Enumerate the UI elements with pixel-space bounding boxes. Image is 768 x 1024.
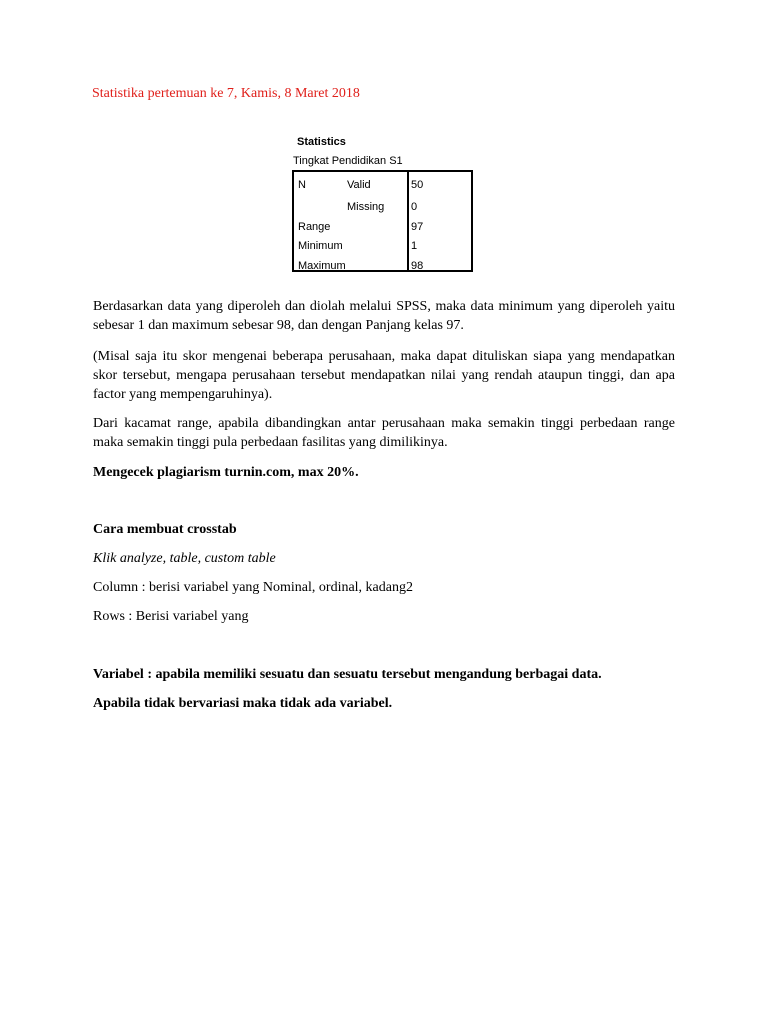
row-valid-label: Valid [347, 179, 371, 191]
statistics-table-subtitle: Tingkat Pendidikan S1 [293, 155, 403, 167]
document-heading: Statistika pertemuan ke 7, Kamis, 8 Maret 2018 [92, 86, 360, 101]
plagiarism-note: Mengecek plagiarism turnin.com, max 20%. [93, 465, 359, 480]
crosstab-step: Klik analyze, table, custom table [93, 551, 276, 566]
paragraph-range: Dari kacamat range, apabila dibandingkan antar perusahaan maka semakin tinggi perbedaan range maka semakin tinggi pula perbedaan fasilitas yang dimilikinya. [93, 416, 675, 450]
statistics-table [292, 170, 473, 272]
crosstab-heading: Cara membuat crosstab [93, 522, 237, 537]
row-valid-value: 50 [411, 179, 424, 191]
statistics-table-title: Statistics [297, 136, 346, 148]
row-minimum-label: Minimum [298, 240, 343, 252]
row-range-value: 97 [411, 221, 424, 233]
variabel-definition: Variabel : apabila memiliki sesuatu dan sesuatu tersebut mengandung berbagai data. [93, 667, 602, 682]
row-missing-label: Missing [347, 201, 385, 213]
paragraph-spss-result: Berdasarkan data yang diperoleh dan diolah melalui SPSS, maka data minimum yang diperoleh yaitu sebesar 1 dan maximum sebesar 98, dan dengan Panjang kelas 97. [93, 299, 675, 333]
table-column-divider [407, 172, 409, 270]
row-maximum-value: 98 [411, 260, 424, 272]
rows-description: Rows : Berisi variabel yang [93, 609, 249, 624]
paragraph-example: (Misal saja itu skor mengenai beberapa perusahaan, maka dapat dituliskan siapa yang mendapatkan skor tersebut, mengapa perusahaan tersebut mendapatkan nilai yang rendah ataupun tinggi, dan apa factor yang mempengaruhinya). [93, 349, 675, 402]
row-missing-value: 0 [411, 201, 418, 213]
column-description: Column : berisi variabel yang Nominal, ordinal, kadang2 [93, 580, 413, 595]
row-maximum-label: Maximum [298, 260, 346, 272]
row-minimum-value: 1 [411, 240, 418, 252]
row-n-label: N [298, 179, 306, 191]
row-range-label: Range [298, 221, 331, 233]
variabel-note: Apabila tidak bervariasi maka tidak ada variabel. [93, 696, 393, 711]
